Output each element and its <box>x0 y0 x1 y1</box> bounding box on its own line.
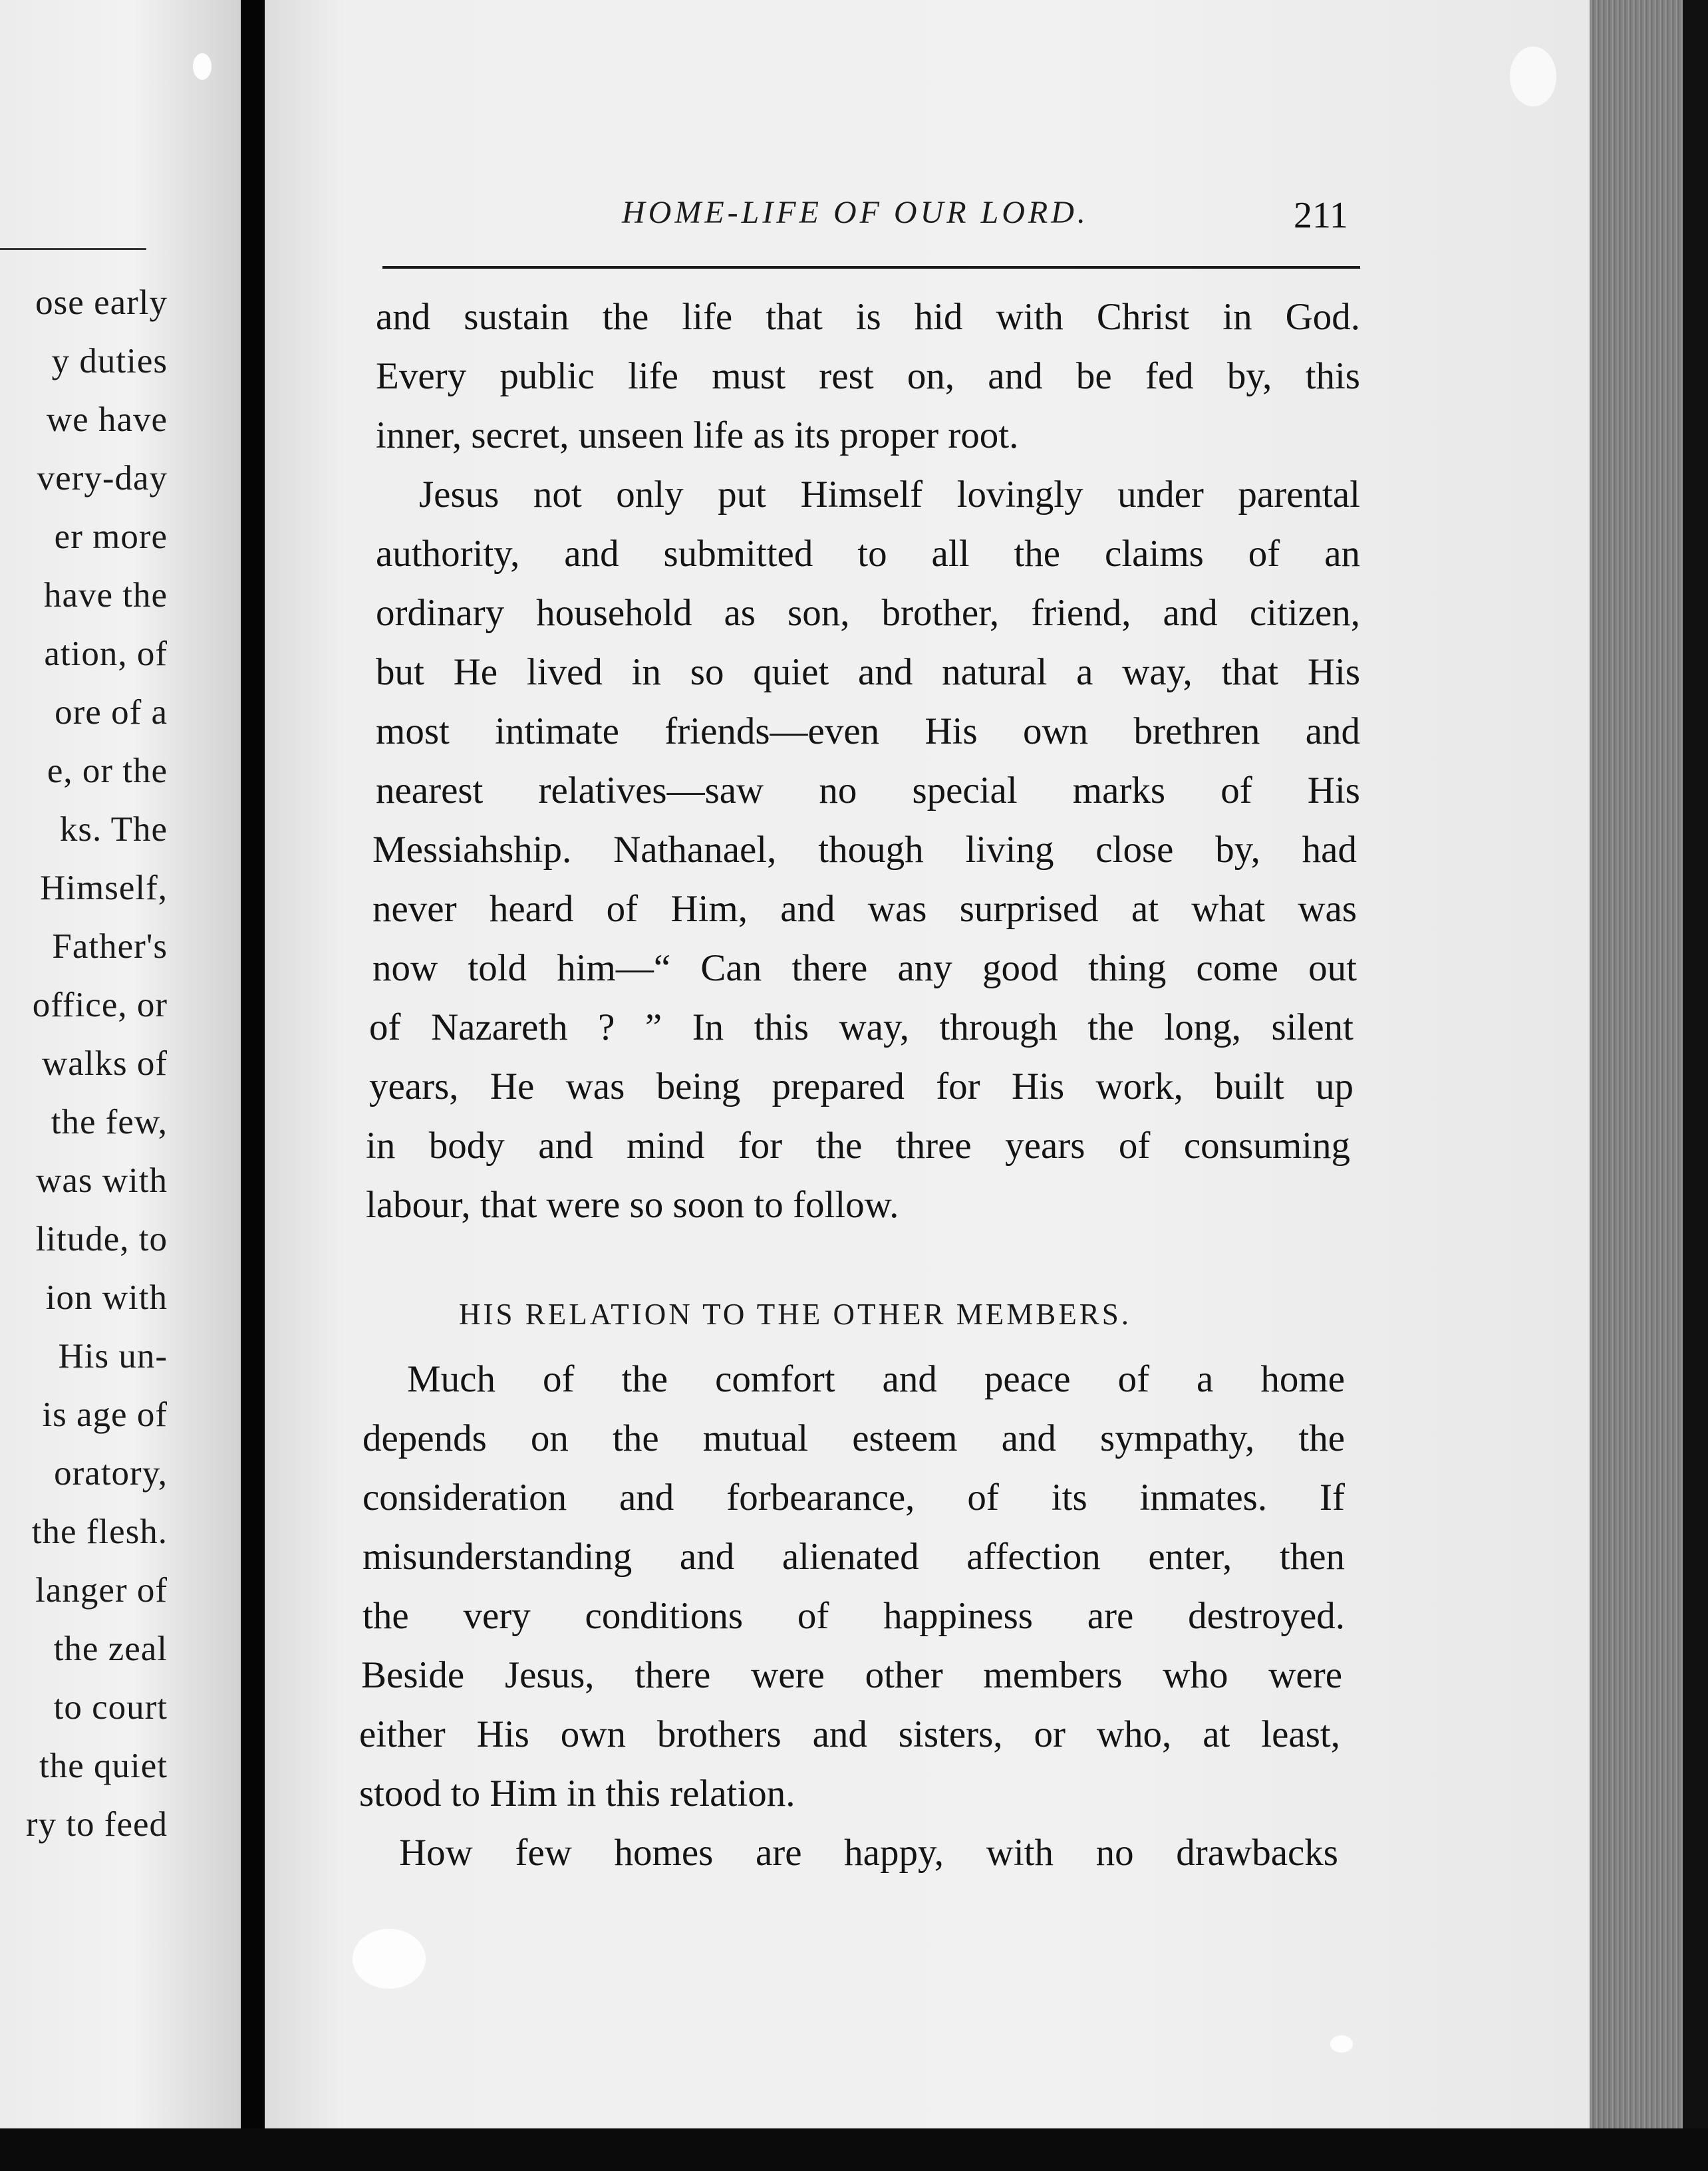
left-page-line: langer of <box>35 1571 168 1610</box>
left-page-line: we have <box>46 400 168 439</box>
text-line: Every public life must rest on, and be fed by, this <box>376 355 1360 397</box>
left-page-line: the zeal <box>53 1630 168 1668</box>
left-page-line: is age of <box>42 1395 168 1434</box>
text-line: Messiahship. Nathanael, though living close by, had <box>372 829 1357 871</box>
left-page-line: His un- <box>58 1337 168 1375</box>
text-line: and sustain the life that is hid with Christ in God. <box>376 296 1360 338</box>
left-page <box>0 0 241 2128</box>
left-page-line: er more <box>54 517 168 556</box>
text-line: either His own brothers and sisters, or who, at least, <box>359 1713 1340 1755</box>
left-page-line: the flesh. <box>31 1513 168 1551</box>
text-line: now told him—“ Can there any good thing come out <box>372 947 1357 989</box>
text-line: of Nazareth ? ” In this way, through the long, silent <box>369 1006 1353 1048</box>
left-page-line: Himself, <box>40 869 168 907</box>
left-page-line: Father's <box>52 927 168 966</box>
header-rule <box>382 266 1360 269</box>
left-page-line: was with <box>36 1161 168 1200</box>
text-line: How few homes are happy, with no drawbacks <box>399 1832 1338 1874</box>
text-line: authority, and submitted to all the claims of an <box>376 533 1360 575</box>
text-line: most intimate friends—even His own brethren and <box>376 710 1360 752</box>
left-page-line: ion with <box>45 1278 168 1317</box>
left-page-line: litude, to <box>35 1220 168 1258</box>
left-page-line: y duties <box>51 342 168 380</box>
left-page-line: the quiet <box>39 1747 168 1785</box>
scan-speck <box>1510 47 1556 106</box>
left-page-line: office, or <box>32 986 168 1024</box>
running-head: HOME-LIFE OF OUR LORD. <box>622 195 1089 230</box>
text-line: stood to Him in this relation. <box>359 1773 795 1814</box>
left-page-line: oratory, <box>54 1454 168 1493</box>
scan-speck <box>193 53 212 80</box>
text-line: nearest relatives—saw no special marks of His <box>376 770 1360 811</box>
book-gutter <box>241 0 267 2171</box>
left-page-line: to court <box>53 1688 168 1727</box>
left-page-line: walks of <box>41 1044 168 1083</box>
text-line: Jesus not only put Himself lovingly under parental <box>419 474 1360 515</box>
page-edge-shadow <box>1683 0 1708 2171</box>
scan-speck <box>353 1929 426 1989</box>
left-page-line: ation, of <box>44 635 168 673</box>
left-page-line: ry to feed <box>25 1805 168 1844</box>
text-line: depends on the mutual esteem and sympathy, the <box>362 1417 1345 1459</box>
left-page-line: ks. The <box>59 810 168 849</box>
text-line: misunderstanding and alienated affection enter, then <box>362 1536 1345 1578</box>
left-page-line: the few, <box>51 1103 168 1141</box>
text-line: ordinary household as son, brother, friend, and citizen, <box>376 592 1360 634</box>
text-line: inner, secret, unseen life as its proper root. <box>376 414 1019 456</box>
scan-speck <box>1330 2035 1353 2053</box>
left-page-line: very-day <box>37 459 168 498</box>
page-number: 211 <box>1294 195 1348 236</box>
text-line: never heard of Him, and was surprised at what was <box>372 888 1357 930</box>
left-page-line: ose early <box>35 283 168 322</box>
text-line: the very conditions of happiness are destroyed. <box>362 1595 1345 1637</box>
text-line: consideration and forbearance, of its inmates. If <box>362 1477 1345 1519</box>
left-page-header-rule <box>0 248 146 250</box>
left-page-line: e, or the <box>47 752 168 790</box>
text-line: but He lived in so quiet and natural a way, that His <box>376 651 1360 693</box>
text-line: labour, that were so soon to follow. <box>366 1184 899 1226</box>
text-line: Much of the comfort and peace of a home <box>407 1358 1345 1400</box>
text-line: in body and mind for the three years of consuming <box>366 1125 1350 1167</box>
left-page-line: have the <box>43 576 168 615</box>
left-page-line: ore of a <box>55 693 168 732</box>
section-heading: HIS RELATION TO THE OTHER MEMBERS. <box>459 1298 1132 1331</box>
bottom-shadow <box>0 2128 1708 2171</box>
text-line: Beside Jesus, there were other members who were <box>361 1654 1342 1696</box>
text-line: years, He was being prepared for His work, built up <box>369 1066 1353 1107</box>
